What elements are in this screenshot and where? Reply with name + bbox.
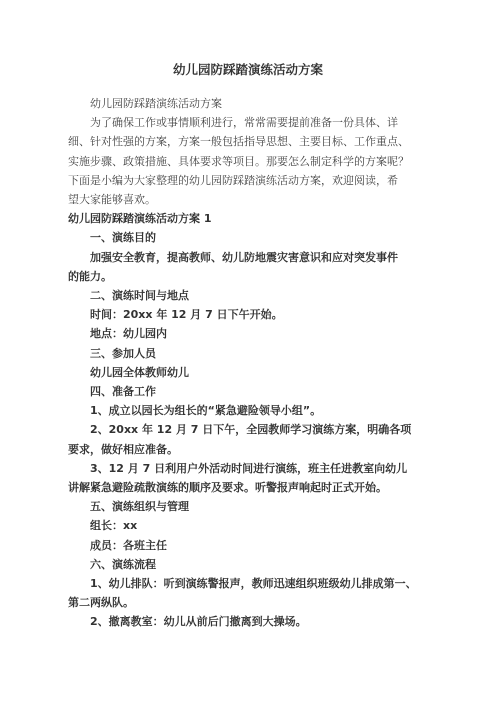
document-title: 幼儿园防踩踏演练活动方案 xyxy=(172,62,323,77)
paragraph-line: 为了确保工作或事情顺利进行，常常需要提前准备一份具体、详 xyxy=(90,116,398,130)
paragraph-line: 四、准备工作 xyxy=(90,385,156,398)
paragraph-line: 的能力。 xyxy=(68,269,112,283)
paragraph-line: 讲解紧急避险疏散演练的顺序及要求。听警报声响起时正式开始。 xyxy=(68,481,387,494)
paragraph-line: 下面是小编为大家整理的幼儿园防踩踏演练活动方案，欢迎阅读，希 xyxy=(68,173,398,187)
paragraph-line: 地点：幼儿园内 xyxy=(90,327,167,341)
paragraph-line: 2、撤离教室：幼儿从前后门撤离到大操场。 xyxy=(90,615,307,629)
paragraph-line: 幼儿园防踩踏演练活动方案 xyxy=(90,97,222,110)
paragraph-line: 望大家能够喜欢。 xyxy=(68,193,156,206)
paragraph-line: 二、演练时间与地点 xyxy=(90,289,189,302)
paragraph-line: 3、12 月 7 日利用户外活动时间进行演练，班主任进教室向幼儿 xyxy=(90,461,408,475)
paragraph-line: 幼儿园全体教师幼儿 xyxy=(90,365,189,379)
paragraph-line: 组长：xx xyxy=(90,519,138,533)
paragraph-line: 加强安全教育，提高教师、幼儿防地震灾害意识和应对突发事件 xyxy=(90,250,398,264)
paragraph-line: 六、演练流程 xyxy=(90,557,156,571)
paragraph-line: 时间：20xx 年 12 月 7 日下午开始。 xyxy=(90,308,283,322)
paragraph-line: 细、针对性强的方案，方案一般包括指导思想、主要目标、工作重点、 xyxy=(68,135,409,149)
paragraph-line: 实施步骤、政策措施、具体要求等项目。那要怎么制定科学的方案呢？ xyxy=(68,154,409,168)
paragraph-line: 幼儿园防踩踏演练活动方案 1 xyxy=(68,212,212,226)
paragraph-line: 2、20xx 年 12 月 7 日下午，全园教师学习演练方案，明确各项 xyxy=(90,423,412,437)
paragraph-line: 一、演练目的 xyxy=(90,231,156,245)
paragraph-line: 第二两纵队。 xyxy=(68,596,134,610)
paragraph-line: 五、演练组织与管理 xyxy=(90,500,189,514)
paragraph-line: 1、幼儿排队：听到演练警报声，教师迅速组织班级幼儿排成第一、 xyxy=(90,577,417,590)
paragraph-line: 三、参加人员 xyxy=(90,346,156,360)
paragraph-line: 成员：各班主任 xyxy=(90,538,167,552)
paragraph-line: 1、成立以园长为组长的“紧急避险领导小组”。 xyxy=(90,404,322,418)
paragraph-line: 要求，做好相应准备。 xyxy=(68,442,178,456)
